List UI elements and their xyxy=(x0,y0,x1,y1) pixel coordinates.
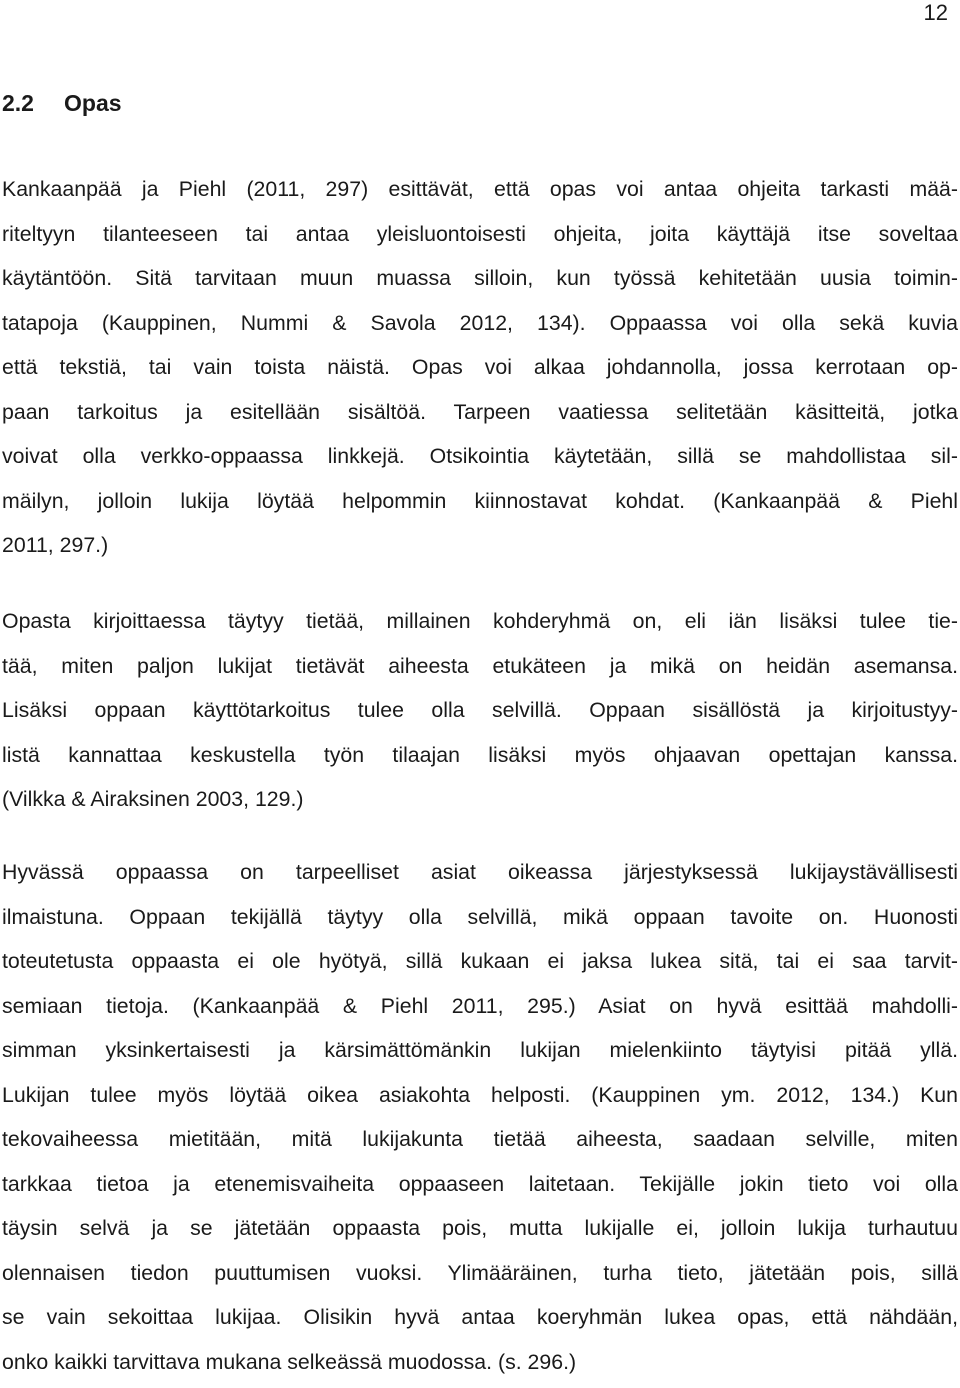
paragraph-3 xyxy=(2,850,958,1384)
text-line: listä kannattaa keskustella työn tilaajan lisäksi myös ohjaavan opettajan kanssa. xyxy=(2,742,958,767)
section-title: Opas xyxy=(64,90,122,116)
text-line: riteltyyn tilanteeseen tai antaa yleisluontoisesti ohjeita, joita käyttäjä itse soveltaa xyxy=(2,221,958,246)
text-line: 2011, 297.) xyxy=(2,533,109,557)
text-line: simman yksinkertaisesti ja kärsimättömänkin lukijan mielenkiinto täytyisi pitää yllä. xyxy=(2,1038,958,1062)
text-line: ilmaistuna. Oppaan tekijällä täytyy olla selvillä, mikä oppaan tavoite on. Huonosti xyxy=(2,904,958,929)
paragraph-1 xyxy=(2,167,958,568)
text-line: (Vilkka & Airaksinen 2003, 129.) xyxy=(2,787,304,811)
text-line: tatapoja (Kauppinen, Nummi & Savola 2012, 134). Oppaassa voi olla sekä kuvia xyxy=(2,310,958,335)
text-line: Opasta kirjoittaessa täytyy tietää, millainen kohderyhmä on, eli iän lisäksi tulee tie- xyxy=(2,609,958,633)
text-line: tekovaiheessa mietitään, mitä lukijakunta tietää aiheesta, saadaan selville, miten xyxy=(2,1127,958,1151)
text-line: se vain sekoittaa lukijaa. Olisikin hyvä antaa koeryhmän lukea opas, että nähdään, xyxy=(2,1305,958,1329)
section-heading xyxy=(2,88,122,118)
text-line: voivat olla verkko-oppaassa linkkejä. Otsikointia käytetään, sillä se mahdollistaa sil- xyxy=(2,444,958,468)
text-line: paan tarkoitus ja esitellään sisältöä. Tarpeen vaatiessa selitetään käsitteitä, jotka xyxy=(2,399,958,424)
page-number: 12 xyxy=(923,0,948,25)
section-number: 2.2 xyxy=(2,90,34,116)
text-line: käytäntöön. Sitä tarvitaan muun muassa silloin, kun työssä kehitetään uusia toimin- xyxy=(2,266,958,290)
text-line: olennaisen tiedon puuttumisen vuoksi. Ylimääräinen, turha tieto, jätetään pois, sillä xyxy=(2,1260,958,1285)
text-line: onko kaikki tarvittava mukana selkeässä muodossa. (s. 296.) xyxy=(2,1349,577,1374)
text-line: Kankaanpää ja Piehl (2011, 297) esittävät, että opas voi antaa ohjeita tarkasti mää- xyxy=(2,177,958,201)
text-line: mäilyn, jolloin lukija löytää helpommin kiinnostavat kohdat. (Kankaanpää & Piehl xyxy=(2,488,958,513)
text-line: tää, miten paljon lukijat tietävät aiheesta etukäteen ja mikä on heidän asemansa. xyxy=(2,653,958,678)
text-line: Lisäksi oppaan käyttötarkoitus tulee olla selvillä. Oppaan sisällöstä ja kirjoitustyy- xyxy=(2,698,958,722)
text-line: Lukijan tulee myös löytää oikea asiakohta helposti. (Kauppinen ym. 2012, 134.) Kun xyxy=(2,1082,958,1107)
text-line: toteutetusta oppaasta ei ole hyötyä, sillä kukaan ei jaksa lukea sitä, tai ei saa tarvit- xyxy=(2,949,958,973)
text-line: semiaan tietoja. (Kankaanpää & Piehl 2011, 295.) Asiat on hyvä esittää mahdolli- xyxy=(2,993,958,1018)
paragraph-2 xyxy=(2,599,958,822)
text-line: täysin selvä ja se jätetään oppaasta pois, mutta lukijalle ei, jolloin lukija turhautuu xyxy=(2,1216,958,1240)
text-line: tarkkaa tietoa ja etenemisvaiheita oppaaseen laitetaan. Tekijälle jokin tieto voi olla xyxy=(2,1171,958,1196)
text-line: Hyvässä oppaassa on tarpeelliset asiat oikeassa järjestyksessä lukijaystävällisesti xyxy=(2,860,958,884)
text-line: että tekstiä, tai vain toista näistä. Opas voi alkaa johdannolla, jossa kerrotaan op- xyxy=(2,355,958,379)
